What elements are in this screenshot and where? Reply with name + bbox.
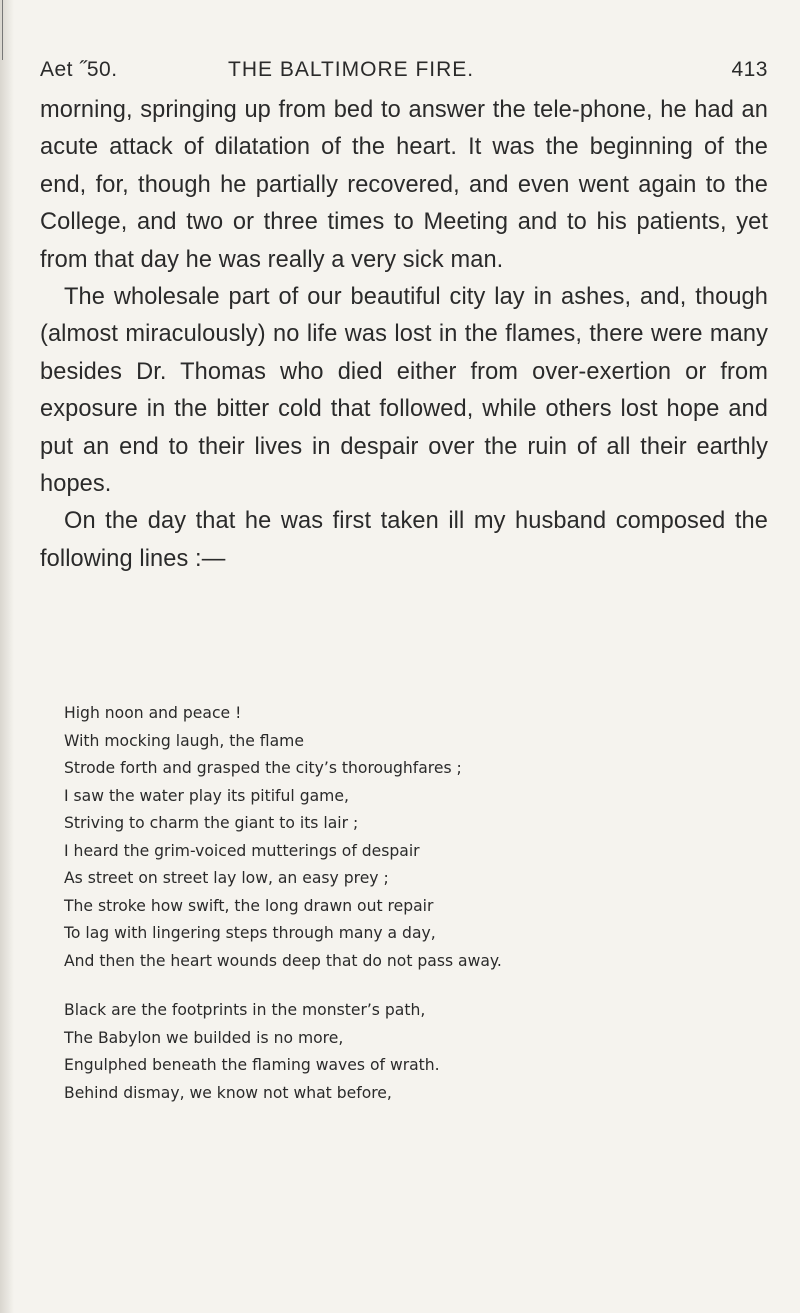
poem: [64, 700, 764, 1129]
paragraph-1: morning, springing up from bed to answer the tele-phone, he had an acute attack of dilatation of the heart. It was the beginning of the end, for, though he partially recovered, and even went again to the College, and two or three times to Meeting and to his patients, yet from that day he was really a very sick man.: [40, 97, 768, 273]
poem-line: As street on street lay low, an easy prey ;: [64, 869, 389, 887]
poem-line: To lag with lingering steps through many a day,: [64, 924, 436, 942]
poem-line: I heard the grim-voiced mutterings of despair: [64, 841, 420, 860]
poem-stanza-2: [64, 997, 764, 1107]
header-title: THE BALTIMORE FIRE.: [228, 58, 475, 81]
poem-line: Behind dismay, we know not what before,: [64, 1083, 392, 1102]
header-age-marker: Aet ˝50.: [40, 58, 118, 81]
poem-line: Engulphed beneath the flaming waves of wrath.: [64, 1056, 440, 1074]
paragraph-2: The wholesale part of our beautiful city lay in ashes, and, though (almost miraculously) no life was lost in the flames, there were many besides Dr. Thomas who died either from over-exertion or from exposure in the bitter cold that followed, while others lost hope and put an end to their lives in despair over the ruin of all their earthly hopes.: [40, 284, 768, 498]
binding-line: [2, 0, 3, 60]
poem-line: With mocking laugh, the flame: [64, 731, 304, 750]
poem-line: I saw the water play its pitiful game,: [64, 786, 349, 805]
poem-line: High noon and peace !: [64, 704, 242, 722]
poem-line: And then the heart wounds deep that do not pass away.: [64, 951, 502, 970]
poem-stanza-1: [64, 700, 764, 975]
poem-line: The Babylon we builded is no more,: [64, 1028, 344, 1047]
poem-line: Striving to charm the giant to its lair ;: [64, 814, 359, 832]
page-binding-edge: [0, 0, 14, 1313]
paragraph-3: On the day that he was first taken ill my husband composed the following lines :—: [40, 508, 768, 572]
poem-line: The stroke how swift, the long drawn out repair: [64, 896, 434, 915]
page-number: 413: [731, 58, 768, 81]
poem-line: Black are the footprints in the monster’s path,: [64, 1001, 426, 1019]
poem-line: Strode forth and grasped the city’s thoroughfares ;: [64, 759, 462, 777]
prose-body: [40, 92, 768, 578]
